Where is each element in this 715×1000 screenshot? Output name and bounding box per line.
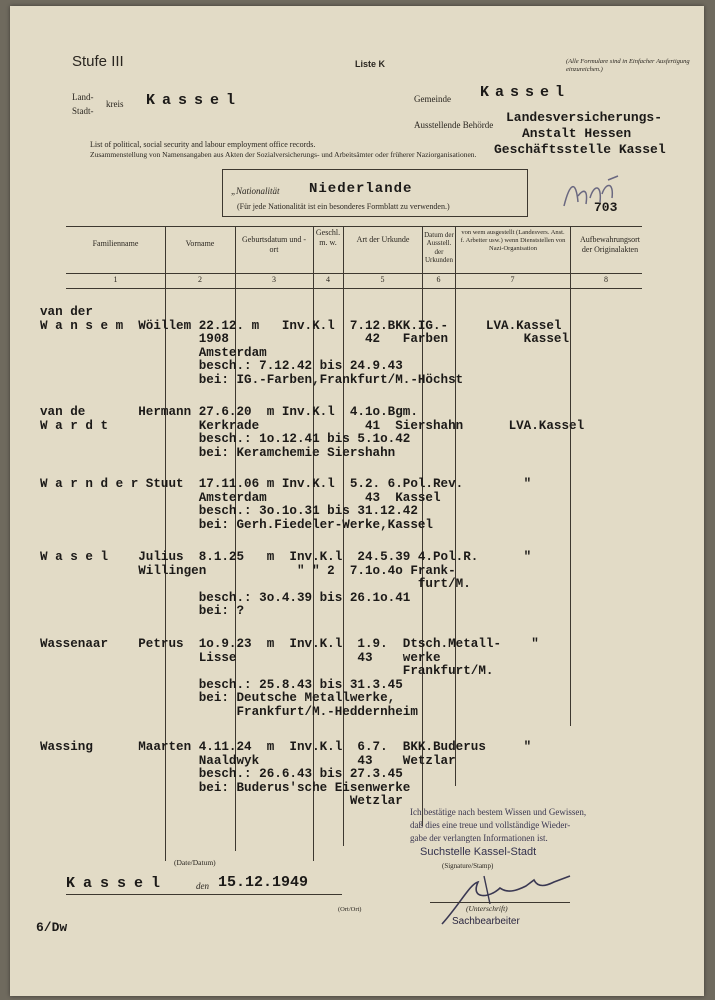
date-label: (Date/Datum) — [174, 858, 216, 867]
column-header-3: Geburtsdatum und -ort — [242, 235, 306, 254]
kreis-label: kreis — [106, 99, 124, 109]
land-label: Land- — [72, 92, 94, 102]
column-header-1: Familienname — [92, 239, 139, 248]
nationality-box — [222, 169, 528, 217]
record-line: W a r d t Kerkrade 41 Siershahn LVA.Kassel — [40, 418, 585, 433]
record-line: besch.: 3o.4.39 bis 26.1o.41 — [40, 590, 411, 605]
record-entry — [40, 638, 539, 719]
column-header-5: Art der Urkunde — [356, 235, 410, 244]
record-line: furt/M. — [40, 577, 471, 591]
gemeinde-value: Kassel — [480, 84, 571, 101]
record-entry — [40, 306, 569, 387]
certification-text — [410, 806, 586, 845]
record-line: W a r n d e r Stuut 17.11.06 m Inv.K.l 5.2. 6.Pol.Rev. " — [40, 477, 532, 491]
behoerde-label: Ausstellende Behörde — [414, 120, 494, 130]
handwritten-number: 703 — [594, 200, 618, 215]
nationality-value: Niederlande — [309, 181, 413, 197]
certification-line: gabe der verlangten Informationen ist. — [410, 833, 548, 843]
record-line: bei: Keramchemie Siershahn — [40, 445, 396, 460]
ort-label: (Ort/Ort) — [338, 906, 362, 913]
column-header-7: von wem ausgestellt (Landesvers. Anst. f. Arbeiter usw.) wenn Dienststellen von Nazi-Organisation — [460, 229, 566, 252]
reference-code: 6/Dw — [36, 920, 68, 935]
den-label: den — [196, 881, 209, 891]
record-entry — [40, 551, 531, 619]
record-line: W a s e l Julius 8.1.25 m Inv.K.l 24.5.39 4.Pol.R. " — [40, 550, 532, 564]
form-sheet — [10, 6, 704, 996]
record-entry — [40, 478, 531, 532]
record-line: bei: Buderus'sche Eisenwerke — [40, 780, 411, 795]
record-line: 1908 42 Farben Kassel — [40, 332, 570, 346]
record-line: besch.: 7.12.42 bis 24.9.43 — [40, 359, 403, 373]
column-number: 4 — [326, 275, 330, 284]
record-line: bei: Gerh.Fiedeler-Werke,Kassel — [40, 517, 433, 532]
record-line: bei: ? — [40, 604, 245, 618]
record-line: Wassing Maarten 4.11.24 m Inv.K.l 6.7. BKK.Buderus " — [40, 740, 532, 754]
column-header-6: Datum der Ausstell. der Urkunden — [424, 231, 454, 265]
place-value: Kassel — [66, 875, 169, 892]
record-line: Amsterdam 43 Kassel — [40, 490, 441, 505]
column-number: 2 — [198, 275, 202, 284]
record-line: Frankfurt/M.-Heddernheim — [40, 704, 418, 719]
record-line: besch.: 25.8.43 bis 31.3.45 — [40, 677, 403, 692]
behoerde-line-2: Anstalt Hessen — [522, 126, 632, 141]
column-number: 5 — [380, 275, 385, 284]
record-line: bei: Deutsche Metallwerke, — [40, 691, 396, 705]
column-number: 8 — [604, 275, 608, 284]
record-line: Naaldwyk 43 Wetzlar — [40, 753, 456, 768]
gemeinde-label: Gemeinde — [414, 94, 451, 104]
record-line: Amsterdam — [40, 345, 267, 360]
unterschrift-label: (Unterschrift) — [466, 904, 508, 913]
record-line: bei: IG.-Farben,Frankfurt/M.-Höchst — [40, 372, 464, 387]
date-value: 15.12.1949 — [218, 874, 309, 891]
office-stamp: Suchstelle Kassel-Stadt — [420, 846, 537, 858]
record-entry — [40, 406, 584, 460]
liste-label: Liste K — [355, 59, 386, 69]
column-header-2: Vorname — [185, 239, 215, 248]
kreis-value: Kassel — [146, 92, 243, 109]
subtitle-german: Zusammenstellung von Namensangaben aus Akten der Sozialversicherungs- und Arbeitsämter oder früherer Naziorganisationen. — [90, 150, 477, 159]
record-line: Frankfurt/M. — [40, 664, 494, 678]
nationality-label: „Nationalität — [231, 186, 280, 196]
note-right: (Alle Formulare sind in Einfacher Ausfertigung einzureichen.) — [566, 58, 690, 74]
sachbearbeiter-label: Sachbearbeiter — [452, 916, 520, 927]
behoerde-line-1: Landesversicherungs- — [506, 110, 663, 125]
signature-label: (Signature/Stamp) — [442, 862, 494, 870]
behoerde-line-3: Geschäftsstelle Kassel — [494, 142, 666, 157]
record-line: besch.: 26.6.43 bis 27.3.45 — [40, 767, 403, 781]
record-line: Wassenaar Petrus 1o.9.23 m Inv.K.l 1.9. Dtsch.Metall- " — [40, 637, 539, 651]
record-line: besch.: 1o.12.41 bis 5.1o.42 — [40, 432, 411, 446]
nationality-note: (Für jede Nationalität ist ein besonderes Formblatt zu verwenden.) — [237, 202, 450, 211]
column-number: 6 — [436, 275, 441, 284]
column-number: 1 — [113, 275, 118, 284]
certification-line: daß dies eine treue und vollständige Wieder- — [410, 820, 571, 830]
record-line: Lisse 43 werke — [40, 650, 441, 665]
column-number: 7 — [510, 275, 515, 284]
record-line: van de Hermann 27.6.20 m Inv.K.l 4.1o.Bgm. — [40, 405, 418, 419]
record-line: Wetzlar — [40, 794, 403, 808]
record-entry — [40, 741, 531, 809]
column-number: 3 — [272, 275, 276, 284]
stadt-label: Stadt- — [72, 106, 94, 116]
record-line: W a n s e m Wöillem 22.12. m Inv.K.l 7.12.BKK.IG.- LVA.Kassel — [40, 318, 562, 333]
certification-line: Ich bestätige nach bestem Wissen und Gewissen, — [410, 807, 587, 817]
record-line: Willingen " " 2 7.1o.4o Frank- — [40, 563, 456, 578]
column-header-8: Aufbewahrungsort der Originalakten — [580, 235, 640, 254]
record-line: besch.: 3o.1o.31 bis 31.12.42 — [40, 504, 418, 518]
subtitle-english: List of political, social security and labour employment office records. — [90, 140, 316, 149]
stufe-label: Stufe III — [72, 53, 124, 70]
record-line: van der — [40, 305, 93, 319]
column-header-4: Geschl. m. w. — [315, 228, 341, 247]
